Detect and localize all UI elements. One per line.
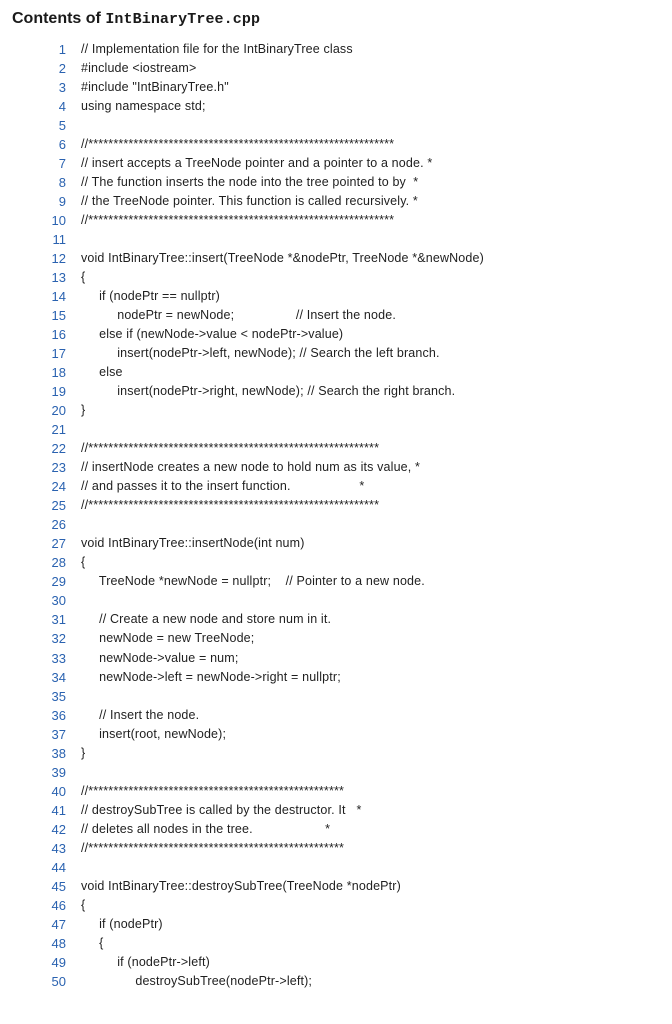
line-number: 7 <box>58 156 66 172</box>
line-code: //************************************************************* <box>81 213 395 228</box>
code-line <box>0 306 672 325</box>
code-line <box>0 782 672 801</box>
line-number: 41 <box>51 802 66 818</box>
code-line <box>0 325 672 344</box>
line-code: if (nodePtr->left) <box>81 954 210 969</box>
line-code: // the TreeNode pointer. This function is called recursively. * <box>81 194 418 209</box>
code-line <box>0 706 672 725</box>
line-number: 13 <box>51 270 66 286</box>
line-code: // and passes it to the insert function. * <box>81 479 365 494</box>
code-line <box>0 287 672 306</box>
line-code: // insertNode creates a new node to hold num as its value, * <box>81 460 421 475</box>
code-line <box>0 154 672 173</box>
code-line <box>0 135 672 154</box>
line-code: #include <iostream> <box>81 61 197 76</box>
line-code: nodePtr = newNode; // Insert the node. <box>81 308 396 323</box>
code-line <box>0 59 672 78</box>
code-line <box>0 820 672 839</box>
code-line <box>0 97 672 116</box>
line-number: 1 <box>58 42 66 57</box>
code-line <box>0 211 672 230</box>
code-line <box>0 858 672 877</box>
line-code: // Insert the node. <box>81 707 200 722</box>
code-line <box>0 553 672 572</box>
code-line <box>0 915 672 934</box>
line-number: 48 <box>51 935 66 951</box>
line-code: newNode = new TreeNode; <box>81 631 255 646</box>
line-number: 14 <box>51 289 66 305</box>
line-code: insert(nodePtr->right, newNode); // Search the right branch. <box>81 384 456 399</box>
line-number: 38 <box>51 745 66 761</box>
code-line <box>0 173 672 192</box>
code-line <box>0 877 672 896</box>
line-number: 31 <box>51 612 66 628</box>
code-line <box>0 763 672 782</box>
line-number: 2 <box>58 61 66 77</box>
line-number: 33 <box>51 650 66 666</box>
code-line <box>0 116 672 135</box>
code-line <box>0 230 672 249</box>
line-number: 30 <box>51 593 66 609</box>
line-number: 43 <box>51 840 66 856</box>
line-code: { <box>81 270 86 285</box>
code-listing <box>0 40 672 991</box>
line-code: } <box>81 745 86 760</box>
code-line <box>0 572 672 591</box>
code-line <box>0 78 672 97</box>
line-code: //*************************************************** <box>81 840 344 855</box>
line-code: #include "IntBinaryTree.h" <box>81 80 229 95</box>
line-number: 25 <box>51 498 66 514</box>
code-line <box>0 801 672 820</box>
code-line <box>0 192 672 211</box>
code-line <box>0 363 672 382</box>
line-number: 50 <box>51 973 66 989</box>
code-line <box>0 668 672 687</box>
line-code: using namespace std; <box>81 99 206 114</box>
line-number: 44 <box>51 859 66 875</box>
line-code: // destroySubTree is called by the destructor. It * <box>81 802 362 817</box>
line-number: 8 <box>58 175 66 191</box>
code-line <box>0 649 672 668</box>
line-code: destroySubTree(nodePtr->left); <box>81 973 313 988</box>
line-code: void IntBinaryTree::destroySubTree(TreeNode *nodePtr) <box>81 878 401 893</box>
line-code: void IntBinaryTree::insert(TreeNode *&nodePtr, TreeNode *&newNode) <box>81 251 484 266</box>
code-line <box>0 972 672 991</box>
line-code: TreeNode *newNode = nullptr; // Pointer to a new node. <box>81 574 425 589</box>
line-number: 40 <box>51 783 66 799</box>
line-number: 26 <box>51 517 66 533</box>
line-number: 9 <box>58 194 66 210</box>
line-code: if (nodePtr == nullptr) <box>81 289 220 304</box>
code-line <box>0 439 672 458</box>
line-number: 49 <box>51 954 66 970</box>
line-number: 19 <box>51 384 66 400</box>
line-number: 17 <box>51 346 66 362</box>
code-line <box>0 249 672 268</box>
line-code: if (nodePtr) <box>81 916 163 931</box>
line-number: 46 <box>51 897 66 913</box>
line-code: //********************************************************** <box>81 441 380 456</box>
listing-heading <box>12 10 260 28</box>
line-number: 10 <box>51 213 66 229</box>
code-line <box>0 839 672 858</box>
heading-filename: IntBinaryTree.cpp <box>105 11 261 28</box>
line-number: 11 <box>52 232 66 248</box>
code-line <box>0 458 672 477</box>
heading-prefix: Contents of <box>12 10 106 27</box>
line-number: 18 <box>51 365 66 381</box>
line-code: insert(root, newNode); <box>81 726 227 741</box>
line-number: 27 <box>51 536 66 552</box>
line-number: 34 <box>51 669 66 685</box>
line-number: 37 <box>51 726 66 742</box>
code-line <box>0 896 672 915</box>
line-code: // Create a new node and store num in it. <box>81 612 332 627</box>
line-number: 42 <box>51 821 66 837</box>
line-code: //********************************************************** <box>81 498 380 513</box>
line-code: //************************************************************* <box>81 137 395 152</box>
code-line <box>0 477 672 496</box>
line-code: newNode->left = newNode->right = nullptr; <box>81 669 341 684</box>
line-code: { <box>81 555 86 570</box>
line-number: 20 <box>51 403 66 419</box>
code-line <box>0 401 672 420</box>
line-number: 32 <box>51 631 66 647</box>
code-line <box>0 591 672 610</box>
code-line <box>0 687 672 706</box>
line-number: 36 <box>51 707 66 723</box>
line-code: else if (newNode->value < nodePtr->value) <box>81 327 344 342</box>
code-line <box>0 725 672 744</box>
code-line <box>0 420 672 439</box>
code-line <box>0 934 672 953</box>
line-number: 29 <box>51 574 66 590</box>
line-number: 28 <box>51 555 66 571</box>
code-line <box>0 496 672 515</box>
line-number: 5 <box>58 118 66 134</box>
line-code: } <box>81 403 86 418</box>
code-line <box>0 268 672 287</box>
line-number: 39 <box>51 764 66 780</box>
code-line <box>0 515 672 534</box>
line-number: 4 <box>58 99 66 115</box>
line-code: { <box>81 897 86 912</box>
line-number: 35 <box>51 688 66 704</box>
line-code: // Implementation file for the IntBinaryTree class <box>81 42 353 56</box>
code-line <box>0 382 672 401</box>
code-line <box>0 610 672 629</box>
line-code: void IntBinaryTree::insertNode(int num) <box>81 536 305 551</box>
line-number: 6 <box>58 137 66 153</box>
line-code: // The function inserts the node into the tree pointed to by * <box>81 175 419 190</box>
line-code: // deletes all nodes in the tree. * <box>81 821 331 836</box>
code-line <box>0 744 672 763</box>
line-number: 23 <box>51 460 66 476</box>
line-number: 45 <box>51 878 66 894</box>
line-number: 22 <box>51 441 66 457</box>
code-line <box>0 40 672 59</box>
line-number: 47 <box>51 916 66 932</box>
code-line <box>0 629 672 648</box>
line-number: 3 <box>58 80 66 96</box>
line-code: { <box>81 935 104 950</box>
line-number: 12 <box>51 251 66 267</box>
line-number: 16 <box>51 327 66 343</box>
line-number: 15 <box>51 308 66 324</box>
line-number: 21 <box>51 422 66 438</box>
line-code: //*************************************************** <box>81 783 344 798</box>
line-code: // insert accepts a TreeNode pointer and a pointer to a node. * <box>81 156 433 171</box>
line-code: newNode->value = num; <box>81 650 239 665</box>
code-line <box>0 344 672 363</box>
line-code: else <box>81 365 123 380</box>
line-number: 24 <box>51 479 66 495</box>
code-line <box>0 534 672 553</box>
line-code: insert(nodePtr->left, newNode); // Search the left branch. <box>81 346 440 361</box>
code-line <box>0 953 672 972</box>
